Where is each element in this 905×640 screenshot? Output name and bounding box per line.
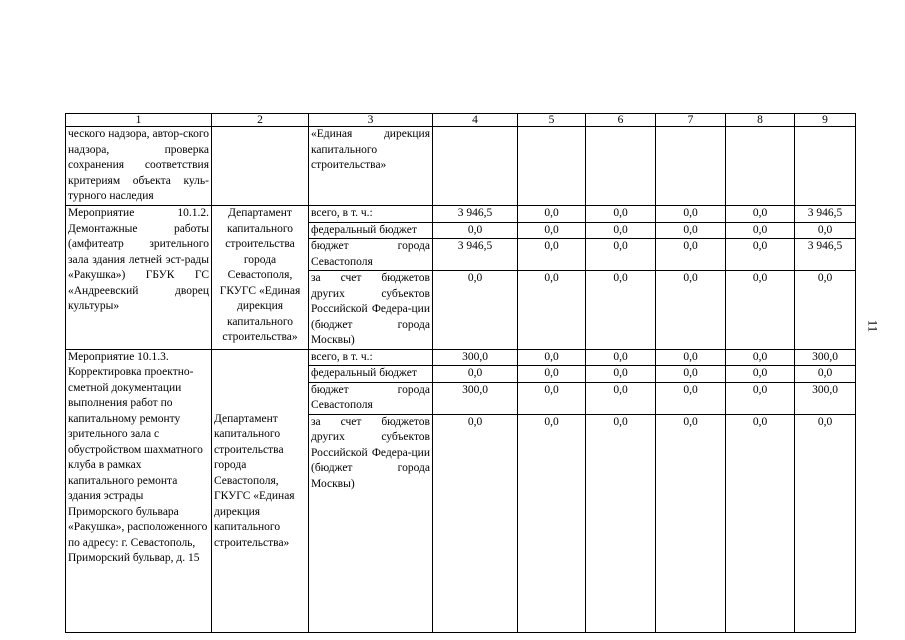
header-cell: 2 (212, 114, 309, 127)
value-cell: 0,0 (518, 239, 586, 271)
header-cell: 5 (518, 114, 586, 127)
value-cell: 0,0 (656, 206, 726, 223)
source-label: за счет бюджетов других субъектов Российской Федера-ции (бюджет города Москвы) (309, 414, 433, 632)
header-row (66, 114, 856, 127)
source-label: за счет бюджетов других субъектов Российской Федера-ции (бюджет города Москвы) (309, 271, 433, 350)
activity-cell: Мероприятие 10.1.2. Демонтажные работы (амфитеатр зрительного зала здания летней эст-рады «Ракушка») ГБУК ГС «Андреевский дворец культуры» (66, 206, 212, 350)
page-number: 11 (865, 319, 881, 333)
source-label: федеральный бюджет (309, 366, 433, 383)
value-cell: 0,0 (586, 206, 656, 223)
value-cell: 0,0 (433, 222, 518, 239)
value-cell: 300,0 (433, 349, 518, 366)
source-label: всего, в т. ч.: (309, 206, 433, 223)
value-cell: 3 946,5 (433, 206, 518, 223)
value-cell: 0,0 (518, 349, 586, 366)
source-label: бюджет города Севастополя (309, 239, 433, 271)
value-cell: 0,0 (726, 349, 795, 366)
value-cell: 0,0 (656, 239, 726, 271)
executor-cell: Департамент капитального строительства города Севастополя, ГКУГС «Единая дирекция капитального строительства» (212, 206, 309, 350)
header-cell: 1 (66, 114, 212, 127)
value-cell: 3 946,5 (433, 239, 518, 271)
value-cell: 0,0 (586, 239, 656, 271)
value-cell: 0,0 (656, 271, 726, 350)
value-cell: 0,0 (726, 222, 795, 239)
value-cell: 0,0 (726, 239, 795, 271)
value-cell: 0,0 (586, 271, 656, 350)
value-cell: 0,0 (656, 222, 726, 239)
value-cell: 300,0 (433, 382, 518, 414)
source-cell: «Единая дирекция капитального строительства» (309, 127, 433, 206)
table-row (66, 206, 856, 223)
value-cell: 0,0 (656, 366, 726, 383)
budget-table (65, 113, 856, 633)
value-cell: 300,0 (795, 382, 856, 414)
value-cell: 300,0 (795, 349, 856, 366)
value-cell: 3 946,5 (795, 206, 856, 223)
value-cell: 0,0 (586, 382, 656, 414)
activity-cell: ческого надзора, автор-ского надзора, проверка сохранения соответствия критериям объекта куль-турного наследия (66, 127, 212, 206)
value-cell: 0,0 (726, 366, 795, 383)
header-cell: 6 (586, 114, 656, 127)
value-cell: 0,0 (586, 414, 656, 632)
value-cell: 0,0 (433, 414, 518, 632)
executor-cell: Департамент капитального строительства города Севастополя, ГКУГС «Единая дирекция капитального строительства» (212, 349, 309, 632)
value-cell: 0,0 (518, 414, 586, 632)
value-cell: 0,0 (726, 206, 795, 223)
value-cell: 0,0 (795, 366, 856, 383)
value-cell: 0,0 (518, 206, 586, 223)
source-label: бюджет города Севастополя (309, 382, 433, 414)
value-cell: 0,0 (656, 349, 726, 366)
value-cell: 0,0 (795, 414, 856, 632)
value-cell: 0,0 (726, 414, 795, 632)
source-label: федеральный бюджет (309, 222, 433, 239)
executor-cell (212, 127, 309, 206)
value-cell: 3 946,5 (795, 239, 856, 271)
value-cell: 0,0 (518, 222, 586, 239)
value-cell: 0,0 (726, 271, 795, 350)
table-row (66, 349, 856, 366)
header-cell: 7 (656, 114, 726, 127)
value-cell: 0,0 (518, 366, 586, 383)
header-cell: 3 (309, 114, 433, 127)
value-cell: 0,0 (795, 271, 856, 350)
activity-cell: Мероприятие 10.1.3. Корректировка проектно-сметной документации выполнения работ по капитальному ремонту зрительного зала с обустройством шахматного клуба в рамках капитального ремонта здания эстрады Приморского бульвара «Ракушка», расположенного по адресу: г. Севастополь, Приморский бульвар, д. 15 (66, 349, 212, 632)
table-row (66, 127, 856, 206)
value-cell: 0,0 (433, 366, 518, 383)
header-cell: 8 (726, 114, 795, 127)
value-cell: 0,0 (518, 382, 586, 414)
header-cell: 9 (795, 114, 856, 127)
value-cell: 0,0 (586, 366, 656, 383)
value-cell: 0,0 (433, 271, 518, 350)
header-cell: 4 (433, 114, 518, 127)
value-cell: 0,0 (586, 222, 656, 239)
value-cell: 0,0 (726, 382, 795, 414)
source-label: всего, в т. ч.: (309, 349, 433, 366)
value-cell: 0,0 (518, 271, 586, 350)
value-cell: 0,0 (656, 382, 726, 414)
value-cell: 0,0 (656, 414, 726, 632)
value-cell: 0,0 (586, 349, 656, 366)
value-cell: 0,0 (795, 222, 856, 239)
